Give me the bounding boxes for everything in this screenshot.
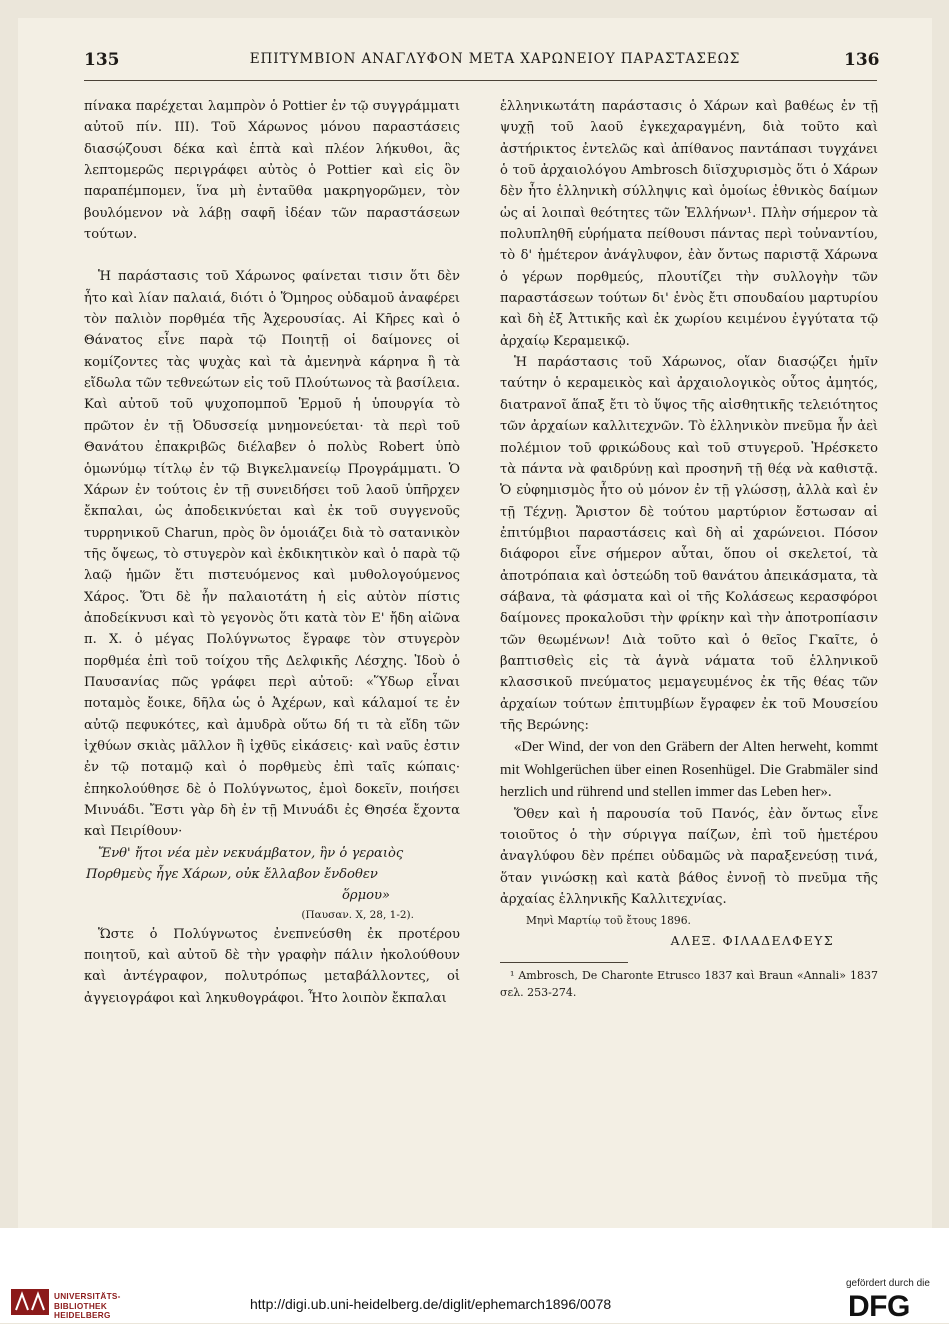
right-paragraph-3: Ὅθεν καὶ ἡ παρουσία τοῦ Πανός, ἐὰν ὄντως εἶνε τοιοῦτος ὁ τὴν σύριγγα παίζων, ἐπὶ τοῦ ἡμετέρου ἀναγλύφου δὲν πρέπει οὐδαμῶς νὰ παραξενεύσῃ τινά, ὅταν γινώσκῃ καὶ κατὰ βάθος ἐννοῇ τὸ πνεῦμα τῆς ἀρχαίας ἑλληνικῆς Καλλιτεχνίας. [500, 806, 878, 907]
university-library-logo-icon [10, 1288, 50, 1316]
library-name [54, 1292, 121, 1321]
funder-caption: gefördert durch die [846, 1278, 930, 1289]
right-paragraph-1: ἑλληνικωτάτη παράστασις ὁ Χάρων καὶ βαθέως ἐν τῇ ψυχῇ τοῦ λαοῦ ἐγκεχαραγμένη, διὰ τοῦτο καὶ ἀστήρικτος ἐντελῶς καὶ ἀπίθανος παντάπασι τυγχάνει ὁ τοῦ ἀρχαιολόγου Ambrosch διϊσχυρισμὸς ὅτι ὁ Χάρων δὲν ἦτο ἑλληνικὴ σύλληψις καὶ ὁμοίως ἐθνικὸς δαίμων ὡς αἱ λοιπαὶ θεότητες τῶν Ἑλλήνων¹. Πλὴν σήμερον τὰ πολυπληθῆ εὑρήματα πείθουσι πάντας περὶ τοὐναντίου, τὸ δ' ἡμέτερον ἀνάγλυφον, ἐὰν ὄντως παριστᾷ Χάρωνα ὁ γέρων πορθμεύς, πλουτίζει τὴν συλλογὴν τῶν παραστάσεων τούτων δι' ἑνὸς ἔτι σπουδαίου μαρτυρίου καὶ δὴ ἐξ Ἀττικῆς καὶ ἐκ χωρίου κειμένου ἐγγύτατα τῷ ἀρχαίῳ Κεραμεικῷ. [500, 99, 878, 349]
permalink-url[interactable]: http://digi.ub.uni-heidelberg.de/diglit/ephemarch1896/0078 [250, 1296, 612, 1312]
verse-line-1: Ἔνθ' ἤτοι νέα μὲν νεκυάμβατον, ἣν ὁ γεραιὸς [98, 845, 404, 861]
dateline: Μηνὶ Μαρτίῳ τοῦ ἔτους 1896. [526, 914, 691, 928]
page-number-left: 135 [84, 50, 120, 70]
right-paragraph-2: Ἡ παράστασις τοῦ Χάρωνος, οἵαν διασῴζει ἡμῖν ταύτην ὁ κεραμεικὸς καὶ ἀρχαιολογικὸς οὗτος ἀμητός, διατρανοῖ ἅπαξ ἔτι τὸ ὕψος τῆς αἰσθητικῆς τελειότητος τῶν ἀρχαίων καλλιτεχνῶν. Τὸ ἑλληνικὸν πνεῦμα ἦν ἀεὶ πολέμιον τοῦ φρικώδους καὶ τοῦ στυγεροῦ. Ἠρέσκετο τὰ πάντα νὰ φαιδρύνῃ καὶ προσηνῆ τῇ θέᾳ νὰ καθιστᾷ. Ὁ εὐφημισμὸς ἦτο οὐ μόνον ἐν τῇ γλώσσῃ, ἀλλὰ καὶ ἐν τῇ Τέχνῃ. Ἄριστον δὲ τούτου μαρτύριον ἔστωσαν αἱ ἐπιτύμβιοι παραστάσεις καὶ δὴ αἱ χαρώνειοι. Πόσον διάφοροι εἶνε σήμερον αὗται, ὅπου οἱ σκελετοί, τὰ ἀποτρόπαια καὶ ὀστεώδη τοῦ θανάτου ἀπεικάσματα, τὰ σάβανα, τὰ φάσματα καὶ οἱ τῆς Κολάσεως κερασφόροι δαίμονες προκαλοῦσι τὴν φρίκην καὶ τὴν ἀποτροπίασιν τῶν θεωμένων! Διὰ τοῦτο καὶ ὁ θεῖος Γκαῖτε, ὁ βαπτισθεὶς εἰς τὰ ἁγνὰ νάματα τοῦ ἑλληνικοῦ κλασσικοῦ πνεύματος μεμαγευμένος ἐκ τῆς θέας τῶν ἀρχαίων τούτων ἐπιτυμβίων ἔγραφεν ἐκ τοῦ Μουσείου τῆς Βερώνης: [500, 355, 878, 733]
library-name-line-1: UNIVERSITÄTS- [54, 1292, 121, 1301]
header-rule [84, 80, 877, 81]
footnote-rule [500, 962, 628, 963]
left-paragraph-2: Ἡ παράστασις τοῦ Χάρωνος φαίνεται τισιν ὅτι δὲν ἦτο καὶ λίαν παλαιά, διότι ὁ Ὅμηρος οὐδαμοῦ ἀναφέρει τὸν παλιὸν πορθμέα τῆς Ἀχερουσίας. Αἱ Κῆρες καὶ ὁ Θάνατος εἶνε παρὰ τῷ Ποιητῇ οἱ δαίμονες οἱ κομίζοντες τὰς ψυχὰς καὶ τὰ ἀμενηνὰ κάρηνα ἢ τὰ εἴδωλα τῶν τεθνεώτων εἰς τοῦ Πλούτωνος τὰ βασίλεια. Καὶ αὐτοῦ τοῦ ψυχοπομποῦ Ἑρμοῦ ἡ ὑπουργία τὸ πρῶτον ἐν τῇ Ὀδυσσείᾳ μνημονεύεται· τὰ περὶ τοῦ Θανάτου ἐπακριβῶς διέλαβεν ὁ πολὺς Robert ὑπὸ ὁμωνύμῳ τίτλῳ ἐν τῷ Βιγκελμανείῳ Προγράμματι. Ὁ Χάρων ἐν τούτοις ἐν τῇ συνειδήσει τοῦ λαοῦ ὑπῆρχεν ἔκπαλαι, ὡς ἀποδεικνύεται καὶ ἐκ τοῦ συγγενοῦς τυρρηνικοῦ Charun, πρὸς ὃν ὁμοιάζει διὰ τὸ σατανικὸν τῆς ὄψεως, τὸ στυγερὸν καὶ ἐκδικητικὸν καὶ ὁ παρὰ τῷ λαῷ ἡμῶν ἔτι πιστευόμενος καὶ μυθολογούμενος Χάρος. Ὅτι δὲ ἦν παλαιοτάτη ἡ εἰς αὐτὸν πίστις ἀποδείκνυσι καὶ τὸ γεγονὸς ὅτι κατὰ τὸν Ε' ἤδη αἰῶνα π. Χ. ὁ μέγας Πολύγνωτος ἔγραφε τὸν στυγερὸν πορθμέα ἐπὶ τοῦ τοίχου τῆς Δελφικῆς Λέσχης. Ἰδοὺ ὁ Παυσανίας πῶς γράφει περὶ αὐτοῦ: «Ὕδωρ εἶναι ποταμὸς ἔοικε, δῆλα ὡς ὁ Ἀχέρων, καὶ κάλαμοί τε ἐν αὐτῷ πεφυκότες, καὶ ἀμυδρὰ οὕτω δή τι τὰ εἴδη τῶν ἰχθύων σκιὰς μᾶλλον ἢ ἰχθῦς εἰκάσεις· καὶ ναῦς ἐστιν ἐν τῷ ποταμῷ καὶ ὁ πορθμεὺς ἐπὶ ταῖς κώπαις· ἐπηκολούθησε δὲ ὁ Πολύγνωτος, ἐμοὶ δοκεῖν, ποιήσει Μινυάδι. Ἔστι γὰρ δὴ ἐν τῇ Μινυάδι ἐς Θησέα ἔχοντα καὶ Πειρίθουν· [84, 269, 460, 840]
verse-line-3: ὅρμου» [342, 888, 390, 904]
page-number-right: 136 [844, 50, 880, 70]
footnote: ¹ Ambrosch, De Charonte Etrusco 1837 καὶ Braun «Annali» 1837 σελ. 253-274. [500, 968, 878, 999]
library-name-line-3: HEIDELBERG [54, 1311, 111, 1320]
library-name-line-2: BIBLIOTHEK [54, 1301, 108, 1311]
left-paragraph-3: Ὥστε ὁ Πολύγνωτος ἐνεπνεύσθη ἐκ προτέρου ποιητοῦ, καὶ αὐτοῦ δὲ τὴν γραφὴν πάλιν ἠκολούθουν καὶ ἀντέγραφον, πολυτρόπως μεταβάλλοντες, οἱ ἀγγειογράφοι καὶ ληκυθογράφοι. Ἦτο λοιπὸν ἔκπαλαι [84, 926, 460, 1006]
right-column [500, 96, 878, 1001]
citation: (Παυσαν. X, 28, 1-2). [301, 908, 414, 921]
running-title: ΕΠΙΤΥΜΒΙΟΝ ΑΝΑΓΛΥΦΟΝ ΜΕΤΑ ΧΑΡΩΝΕΙΟΥ ΠΑΡΑΣΤΑΣΕΩΣ [249, 51, 741, 67]
dfg-logo: DFG [848, 1290, 910, 1323]
left-column [84, 96, 460, 1009]
verse-line-2: Πορθμεὺς ἦγε Χάρων, οὐκ ἔλλαβον ἔνδοθεν [86, 867, 378, 883]
left-paragraph-1: πίνακα παρέχεται λαμπρὸν ὁ Pottier ἐν τῷ συγγράμματι αὐτοῦ πίν. III). Τοῦ Χάρωνος μόνου παραστάσεις διασῴζουσι δέκα καὶ ἑπτὰ καὶ πλέον λήκυθοι, ἃς λεπτομερῶς περιγράφει αὐτὸς ὁ Pottier καὶ εἰς ὃν παραπέμπομεν, ἵνα μὴ ἐνταῦθα μακρηγορῶμεν, τὸν βουλόμενον νὰ λάβῃ σαφῆ ἰδέαν τῶν παραστάσεων τούτων. [84, 99, 460, 243]
german-quote: «Der Wind, der von den Gräbern der Alten herweht, kommt mit Wohlgerüchen über einen Rosenhügel. Die Grabmäler sind herzlich und rührend und stellen immer das Leben her». [500, 739, 878, 801]
verse-quote [84, 843, 460, 907]
author-signature: ΑΛΕΞ. ΦΙΛΑΔΕΛΦΕΥΣ [670, 933, 834, 949]
